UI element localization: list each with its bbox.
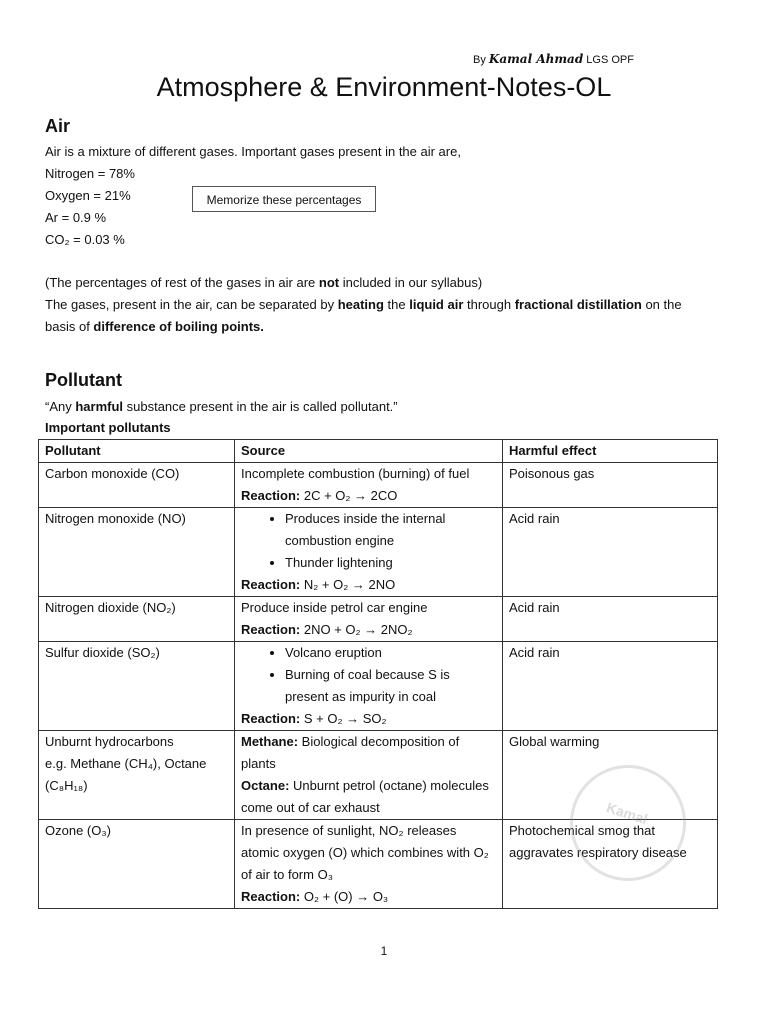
pollutant-effect: Poisonous gas [503,463,718,508]
gas-oxygen: Oxygen = 21% [45,188,131,203]
air-separation-2: basis of difference of boiling points. [45,319,264,334]
list-item: • Volcano eruption [285,642,496,664]
affiliation: LGS OPF [586,54,634,66]
gas-argon: Ar = 0.9 % [45,210,107,225]
pollutant-name: Carbon monoxide (CO) [39,463,235,508]
pollutant-source: Incomplete combustion (burning) of fuel Reaction: 2C + O₂ → 2CO [235,463,503,508]
watermark-text: Kamal [604,799,650,828]
memo-box: Memorize these percentages [192,186,376,212]
pollutant-effect: Photochemical smog that aggravates respiratory disease [503,820,718,909]
byline [473,52,634,66]
table-header-row [39,440,718,463]
pollutant-effect: Acid rain [503,597,718,642]
col-source: Source [235,440,503,463]
pollutant-source: • Volcano eruption • Burning of coal because S is present as impurity in coal Reaction: S + O₂ → SO₂ [235,642,503,731]
pollutant-source: In presence of sunlight, NO₂ releases atomic oxygen (O) which combines with O₂ of air to form O₃ Reaction: O₂ + (O) → O₃ [235,820,503,909]
page-title: Atmosphere & Environment-Notes-OL [156,72,612,102]
author-name: Kamal Ahmad [488,52,584,66]
pollutant-name: Sulfur dioxide (SO₂) [39,642,235,731]
pollutant-definition: “Any harmful substance present in the air is called pollutant.” [45,399,398,414]
pollutant-heading: Pollutant [45,370,122,390]
pollutant-source: • Produces inside the internal combustion engine • Thunder lightening Reaction: N₂ + O₂ → 2NO [235,508,503,597]
table-row [39,642,718,731]
table-title: Important pollutants [45,420,171,435]
pollutant-name: Nitrogen monoxide (NO) [39,508,235,597]
pollutant-effect: Acid rain [503,642,718,731]
list-item: • Thunder lightening [285,552,496,574]
pollutant-source: Produce inside petrol car engine Reaction: 2NO + O₂ → 2NO₂ [235,597,503,642]
col-effect: Harmful effect [503,440,718,463]
air-separation-1: The gases, present in the air, can be separated by heating the liquid air through fractional distillation on the [45,297,682,312]
table-row [39,463,718,508]
col-pollutant: Pollutant [39,440,235,463]
by-prefix: By [473,54,486,66]
list-item: • Burning of coal because S is present as impurity in coal [285,664,496,708]
gas-co2: CO₂ = 0.03 % [45,232,125,247]
pollutant-name: Unburnt hydrocarbons e.g. Methane (CH₄), Octane (C₈H₁₈) [39,731,235,820]
table-row [39,508,718,597]
air-note: (The percentages of rest of the gases in air are not included in our syllabus) [45,275,483,290]
gas-nitrogen: Nitrogen = 78% [45,166,135,181]
pollutant-name: Ozone (O₃) [39,820,235,909]
page-number: 1 [380,944,388,958]
air-intro: Air is a mixture of different gases. Important gases present in the air are, [45,144,461,159]
air-heading: Air [45,116,71,136]
table-row [39,597,718,642]
list-item: • Produces inside the internal combustion engine [285,508,496,552]
pollutant-name: Nitrogen dioxide (NO₂) [39,597,235,642]
pollutant-effect: Acid rain [503,508,718,597]
pollutant-source: Methane: Biological decomposition of plants Octane: Unburnt petrol (octane) molecules come out of car exhaust [235,731,503,820]
pollutant-effect: Global warming [503,731,718,820]
